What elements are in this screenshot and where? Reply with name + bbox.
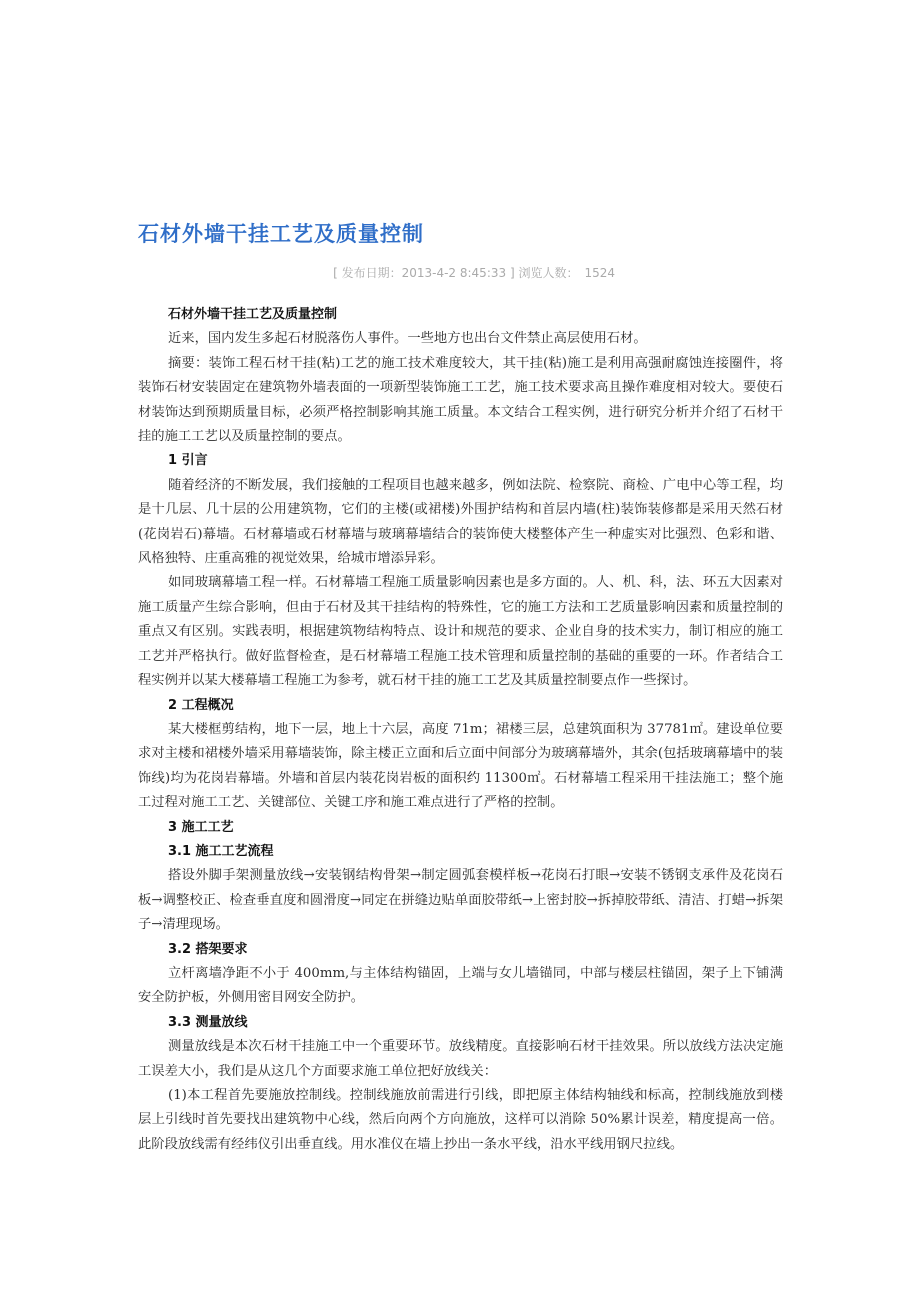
article-paragraph: 如同玻璃幕墙工程一样。石材幕墙工程施工质量影响因素也是多方面的。人、机、科，法、环五大因素对施工质量产生综合影响，但由于石材及其干挂结构的特殊性，它的施工方法和工艺质量影响因素和质量控制的重点又有区别。实践表明，根据建筑物结构特点、设计和规范的要求、企业自身的技术实力，制订相应的施工工艺并严格执行。做好监督检查，是石材幕墙工程施工技术管理和质量控制的基础的重要的一环。作者结合工程实例并以某大楼幕墙工程施工为参考，就石材干挂的施工工艺及其质量控制要点作一些探讨。	[138, 575, 783, 689]
publish-meta	[300, 264, 615, 281]
section-heading-2: 2 工程概况	[168, 697, 234, 713]
section-heading-3-1: 3.1 施工工艺流程	[168, 843, 274, 859]
article-body	[138, 303, 783, 1157]
section-heading-1: 1 引言	[168, 453, 208, 469]
article-paragraph: (1)本工程首先要施放控制线。控制线施放前需进行引线，即把原主体结构轴线和标高，控制线施放到楼层上引线时首先要找出建筑物中心线，然后向两个方向施放，这样可以消除 50%累计误差，精度提高一倍。此阶段放线需有经纬仪引出垂直线。用水准仪在墙上抄出一条水平线，沿水平线用钢尺拉线。	[138, 1088, 783, 1152]
publish-info: [ 发布日期：2013-4-2 8:45:33 ] 浏览人数：	[333, 266, 579, 280]
view-count: 1524	[584, 266, 615, 280]
page-title: 石材外墙干挂工艺及质量控制	[138, 222, 424, 246]
article-paragraph: 搭设外脚手架测量放线→安装钢结构骨架→制定圆弧套模样板→花岗石打眼→安装不锈钢支承件及花岗石板→调整校正、检查垂直度和圆滑度→同定在拼缝边贴单面胶带纸→上密封胶→拆掉胶带纸、清洁、打蜡→拆架子→清理现场。	[138, 868, 783, 933]
section-heading-3-3: 3.3 测量放线	[168, 1014, 248, 1030]
section-heading-3-2: 3.2 搭架要求	[168, 941, 248, 957]
section-heading-3: 3 施工工艺	[168, 819, 234, 835]
article-paragraph: 立杆离墙净距不小于 400mm,与主体结构锚固，上端与女儿墙锚同，中部与楼层柱锚固，架子上下铺满安全防护板，外侧用密目网安全防护。	[138, 965, 783, 1006]
article-paragraph: 近来，国内发生多起石材脱落伤人事件。一些地方也出台文件禁止高层使用石材。	[168, 331, 647, 347]
article-paragraph: 某大楼框剪结构，地下一层，地上十六层，高度 71m；裙楼三层，总建筑面积为 37781㎡。建设单位要求对主楼和裙楼外墙采用幕墙装饰，除主楼正立面和后立面中间部分为玻璃幕墙外，其余(包括玻璃幕墙中的装饰线)均为花岗岩幕墙。外墙和首层内装花岗岩板的面积约 11300㎡。石材幕墙工程采用干挂法施工；整个施工过程对施工工艺、关键部位、关键工序和施工难点进行了严格的控制。	[138, 721, 783, 811]
article-heading: 石材外墙干挂工艺及质量控制	[168, 307, 338, 322]
abstract-paragraph: 摘要：装饰工程石材干挂(粘)工艺的施工技术难度较大，其干挂(粘)施工是利用高强耐腐蚀连接圈件，将装饰石材安装固定在建筑物外墙表面的一项新型装饰施工工艺，施工技术要求高且操作难度相对较大。要使石材装饰达到预期质量目标，必须严格控制影响其施工质量。本文结合工程实例，进行研究分析并介绍了石材干挂的施工工艺以及质量控制的要点。	[138, 355, 783, 445]
article-paragraph: 随着经济的不断发展，我们接触的工程项目也越来越多，例如法院、检察院、商检、广电中心等工程，均是十几层、几十层的公用建筑物，它们的主楼(或裙楼)外围护结构和首层内墙(柱)装饰装修都是采用天然石材(花岗岩石)幕墙。石材幕墙或石材幕墙与玻璃幕墙结合的装饰使大楼整体产生一种虚实对比强烈、色彩和谐、风格独特、庄重高雅的视觉效果，给城市增添异彩。	[138, 477, 783, 567]
article-paragraph: 测量放线是本次石材干挂施工中一个重要环节。放线精度。直接影响石材干挂效果。所以放线方法决定施工误差大小，我们是从这几个方面要求施工单位把好放线关：	[138, 1039, 783, 1079]
